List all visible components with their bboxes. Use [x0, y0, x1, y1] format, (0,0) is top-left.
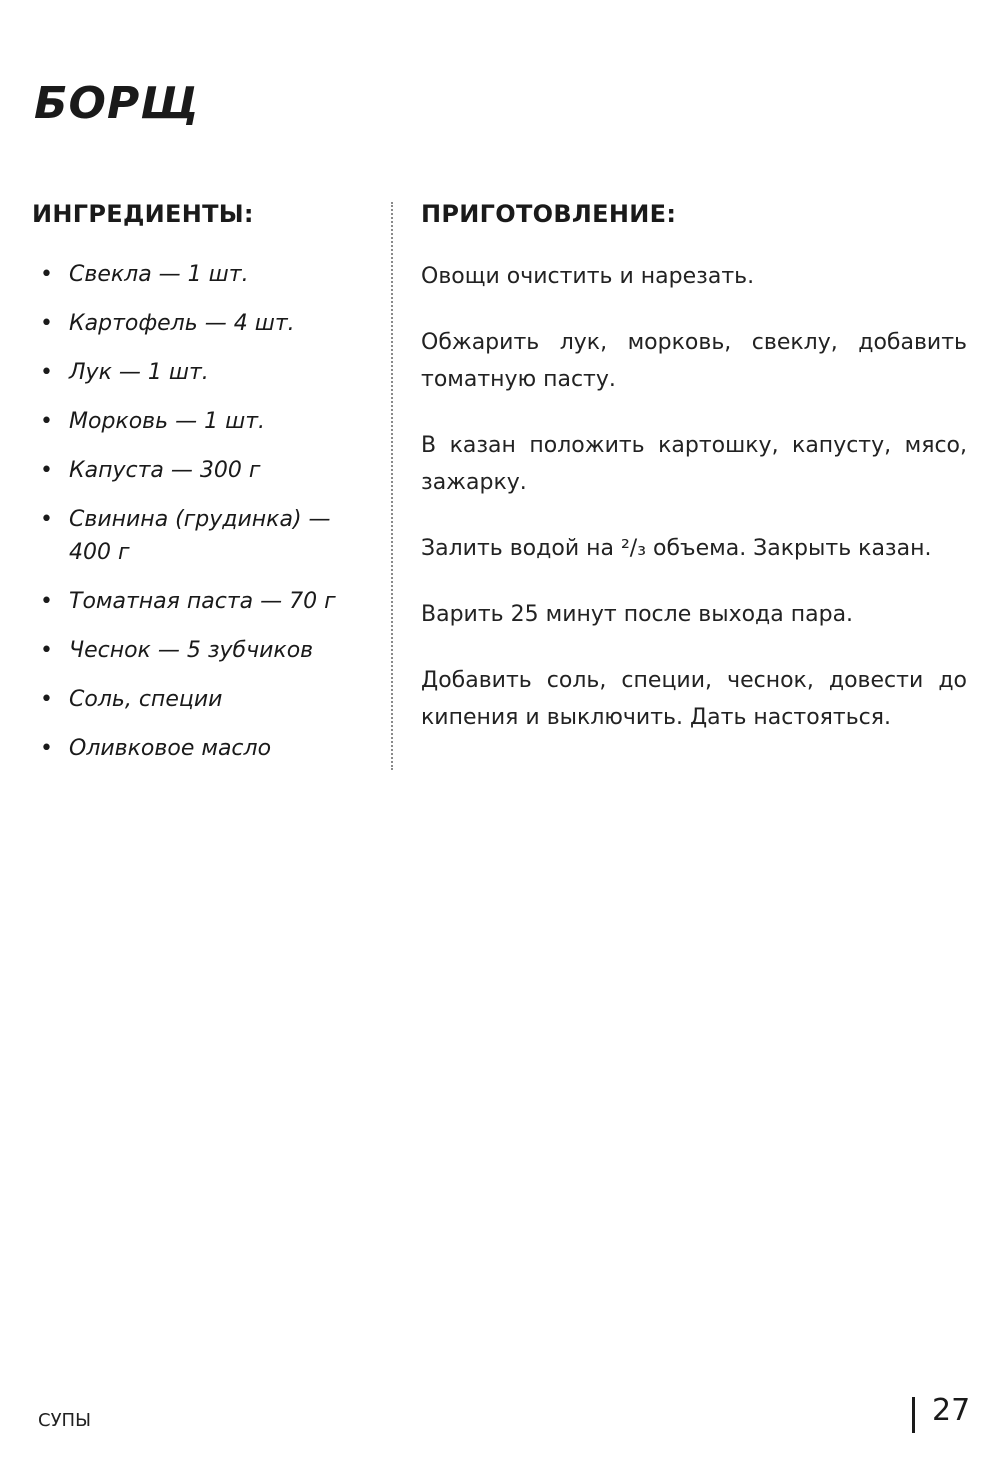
- ingredient-text: Лук — 1 шт.: [69, 360, 209, 385]
- list-item: [32, 683, 377, 716]
- list-item: [32, 258, 377, 291]
- ingredients-list: [32, 258, 377, 765]
- list-item: [32, 732, 377, 765]
- preparation-column: [421, 200, 967, 765]
- bullet-icon: •: [40, 458, 53, 483]
- preparation-step: Варить 25 минут после выхода пара.: [421, 602, 854, 627]
- ingredient-text: Соль, специи: [69, 687, 223, 712]
- bullet-icon: •: [40, 409, 53, 434]
- bullet-icon: •: [40, 311, 53, 336]
- list-item: [32, 356, 377, 389]
- preparation-heading: ПРИГОТОВЛЕНИЕ:: [421, 200, 677, 228]
- ingredients-column: [32, 200, 377, 781]
- ingredients-heading: ИНГРЕДИЕНТЫ:: [32, 200, 254, 228]
- list-item: [32, 307, 377, 340]
- bullet-icon: •: [40, 589, 53, 614]
- page-number: 27: [932, 1393, 971, 1428]
- bullet-icon: •: [40, 687, 53, 712]
- ingredient-text: Картофель — 4 шт.: [69, 311, 295, 336]
- list-item: [32, 634, 377, 667]
- page-title: БОРЩ: [34, 78, 200, 129]
- ingredient-text: Свекла — 1 шт.: [69, 262, 249, 287]
- page-number-divider: [912, 1397, 915, 1433]
- bullet-icon: •: [40, 736, 53, 761]
- list-item: [32, 585, 377, 618]
- list-item: [32, 454, 377, 487]
- ingredient-text: Оливковое масло: [69, 736, 272, 761]
- preparation-step: Залить водой на ²/₃ объема. Закрыть казан.: [421, 536, 932, 561]
- column-divider: [391, 202, 393, 770]
- bullet-icon: •: [40, 638, 53, 663]
- preparation-step: Овощи очистить и нарезать.: [421, 264, 755, 289]
- preparation-step: В казан положить картошку, капусту, мясо, зажарку.: [421, 433, 967, 495]
- preparation-steps: [421, 258, 967, 736]
- bullet-icon: •: [40, 262, 53, 287]
- ingredient-text: Свинина (грудинка) — 400 г: [69, 507, 331, 565]
- ingredient-text: Капуста — 300 г: [69, 458, 261, 483]
- preparation-step: Обжарить лук, морковь, свеклу, добавить томатную пасту.: [421, 330, 967, 392]
- bullet-icon: •: [40, 360, 53, 385]
- ingredient-text: Томатная паста — 70 г: [69, 589, 336, 614]
- footer-section-label: СУПЫ: [38, 1410, 91, 1431]
- list-item: [32, 405, 377, 438]
- preparation-step: Добавить соль, специи, чеснок, довести до кипения и выключить. Дать настояться.: [421, 668, 967, 730]
- ingredient-text: Морковь — 1 шт.: [69, 409, 266, 434]
- list-item: [32, 503, 377, 569]
- bullet-icon: •: [40, 507, 53, 532]
- ingredient-text: Чеснок — 5 зубчиков: [69, 638, 314, 663]
